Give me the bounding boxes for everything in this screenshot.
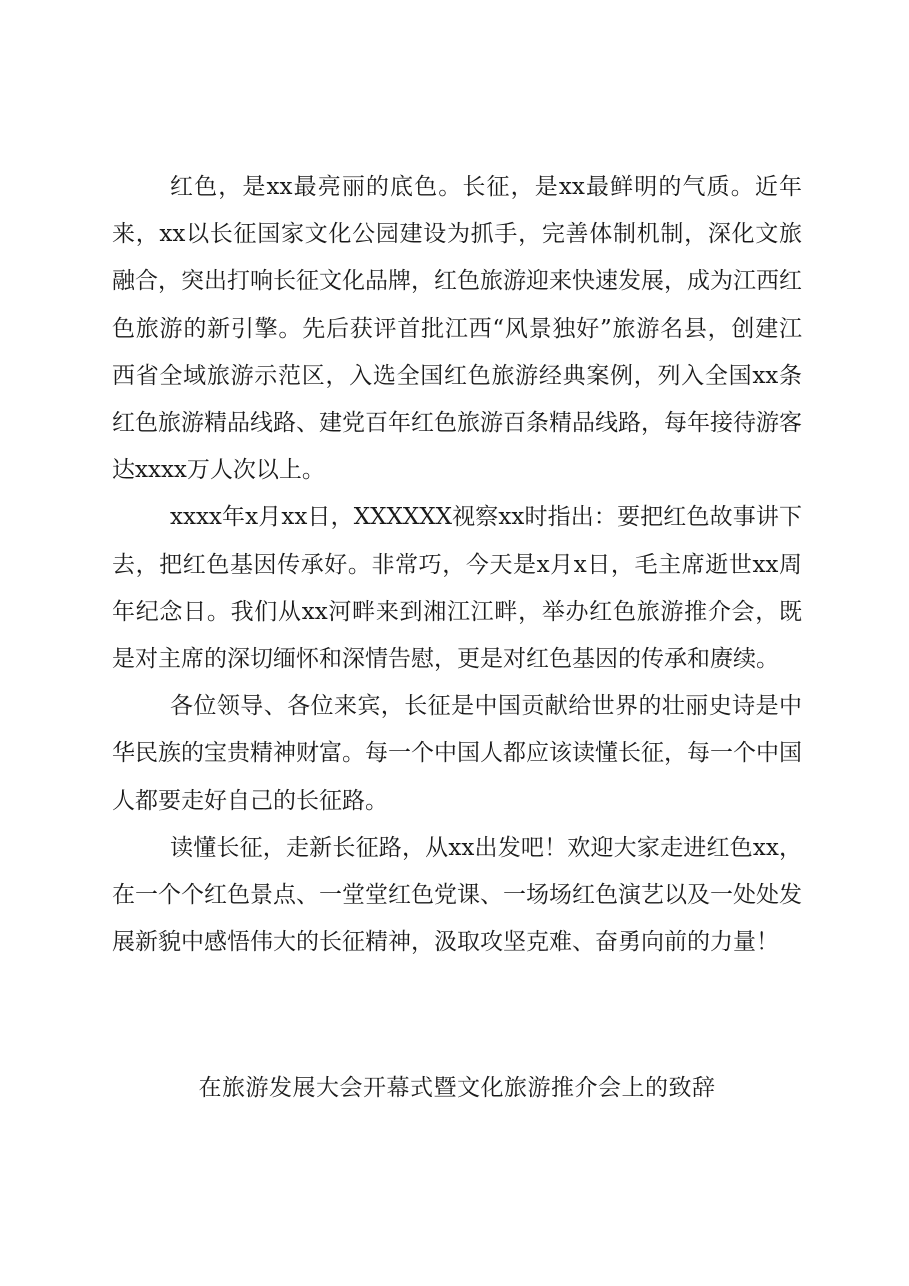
paragraph-3: 各位领导、各位来宾，长征是中国贡献给世界的壮丽史诗是中华民族的宝贵精神财富。每一个中国人都应该读懂长征，每一个中国人都要走好自己的长征路。 — [112, 693, 802, 814]
paragraph-2: xxxx年x月xx日，XXXXXX视察xx时指出：要把红色故事讲下去，把红色基因传承好。非常巧，今天是x月x日，毛主席逝世xx周年纪念日。我们从xx河畔来到湘江江畔，举办红色旅游推介会，既是对主席的深切缅怀和深情告慰，更是对红色基因的传承和赓续。 — [112, 504, 802, 673]
paragraph-1: 红色，是xx最亮丽的底色。长征，是xx最鲜明的气质。近年来，xx以长征国家文化公园建设为抓手，完善体制机制，深化文旅融合，突出打响长征文化品牌，红色旅游迎来快速发展，成为江西红色旅游的新引擎。先后获评首批江西“风景独好”旅游名县，创建江西省全域旅游示范区，入选全国红色旅游经典案例，列入全国xx条红色旅游精品线路、建党百年红色旅游百条精品线路，每年接待游客达xxxx万人次以上。 — [112, 174, 802, 484]
document-title: 在旅游发展大会开幕式暨文化旅游推介会上的致辞 — [198, 1075, 716, 1101]
paragraph-4: 读懂长征，走新长征路，从xx出发吧！欢迎大家走进红色xx，在一个个红色景点、一堂堂红色党课、一场场红色演艺以及一处处发展新貌中感悟伟大的长征精神，汲取攻坚克难、奋勇向前的力量！ — [112, 834, 802, 956]
document-body — [112, 164, 802, 966]
